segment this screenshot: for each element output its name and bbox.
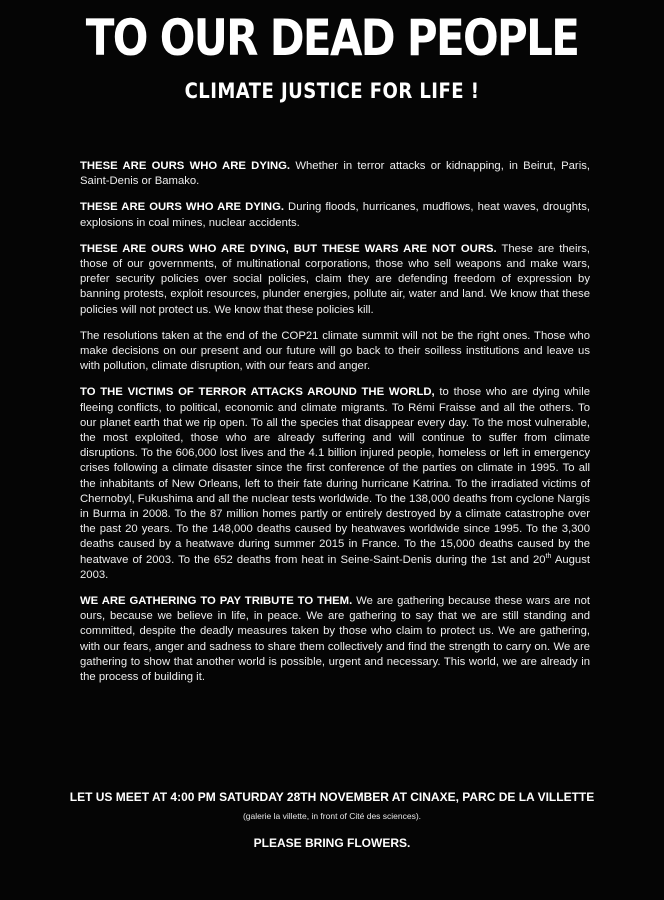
paragraph-5-tail: August 2003. — [80, 553, 591, 581]
paragraph-2-lead: THESE ARE OURS WHO ARE DYING. — [80, 201, 284, 214]
paragraph-5-lead: TO THE VICTIMS OF TERROR ATTACKS AROUND THE WORLD, — [80, 386, 435, 399]
paragraph-5 — [80, 385, 590, 583]
meeting-location-note: (galerie la villette, in front of Cité des sciences). — [242, 811, 422, 821]
paragraph-4-text: The resolutions taken at the end of the COP21 climate summit will not be the right ones. Those who make decisions on our present and our future will go back to their soilless institutions and leave us with pollution, climate disruption, with our fears and anger. — [80, 329, 590, 373]
paragraph-5-text: to those who are dying while fleeing conflicts, to political, economic and climate migrants. To Rémi Fraisse and all the others. To our planet earth that we rip open. To all the species that disappear every day. To the most vulnerable, the most exploited, those who are already suffering and will continue to suffer from climate disruptions. To the 606,000 lost lives and the 4.1 billion injured people, homeless or left in emergency crises following a climate disaster since the first conference of the parties on climate in 1995. To all the inhabitants of New Orleans, left to their fate during hurricane Katrina. To the irradiated victims of Chernobyl, Fukushima and all the nuclear tests worldwide. To the 138,000 deaths from cyclone Nargis in Burma in 2008. To the 87 million homes partly or entirely destroyed by a climate catastrophe over the past 20 years. To the 148,000 deaths caused by heatwaves worldwide since 1995. To the 3,300 deaths caused by a heatwave during summer 2015 in France. To the 15,000 deaths caused by the heatwave of 2003. To the 652 deaths from heat in Seine-Saint-Denis during the 1st and 20 — [80, 386, 590, 566]
paragraph-4 — [80, 329, 590, 375]
paragraph-2 — [80, 200, 590, 230]
paragraph-2-text: During floods, hurricanes, mudflows, heat waves, droughts, explosions in coal mines, nuclear accidents. — [80, 201, 590, 229]
paragraph-6 — [80, 594, 590, 685]
ordinal-superscript: th — [545, 552, 552, 560]
paragraph-1-text: Whether in terror attacks or kidnapping, in Beirut, Paris, Saint-Denis or Bamako. — [80, 160, 590, 188]
paragraph-1-lead: THESE ARE OURS WHO ARE DYING. — [80, 160, 291, 172]
paragraph-6-lead: WE ARE GATHERING TO PAY TRIBUTE TO THEM. — [80, 595, 353, 608]
bring-flowers-note: PLEASE BRING FLOWERS. — [253, 836, 411, 850]
paragraph-1 — [80, 159, 590, 189]
poster-title: TO OUR DEAD PEOPLE — [85, 9, 579, 67]
paragraph-6-text: We are gathering because these wars are not ours, because we believe in life, in peace. We are gathering to say that we are still standing and committed, despite the deadly measures taken by those who claim to protect us. We are gathering, with our fears, anger and sadness to share them collectively and find the strength to carry on. We are gathering to show that another world is possible, urgent and necessary. This world, we are already in the process of building it. — [80, 595, 591, 684]
body-text — [80, 159, 590, 696]
paragraph-3-text: These are theirs, those of our governments, of multinational corporations, those who sell weapons and make wars, prefer security policies over social policies, claim they are defending freedom of expression by banning protests, exploit resources, plunder energies, pollute air, water and land. We know that these policies will not protect us. We know that these policies kill. — [80, 242, 590, 316]
paragraph-3 — [80, 242, 590, 318]
paragraph-3-lead: THESE ARE OURS WHO ARE DYING, BUT THESE WARS ARE NOT OURS. — [80, 242, 497, 255]
poster-subtitle: CLIMATE JUSTICE FOR LIFE ! — [184, 79, 480, 103]
meeting-announcement: LET US MEET AT 4:00 PM SATURDAY 28TH NOVEMBER AT CINAXE, PARC DE LA VILLETTE — [69, 790, 595, 804]
